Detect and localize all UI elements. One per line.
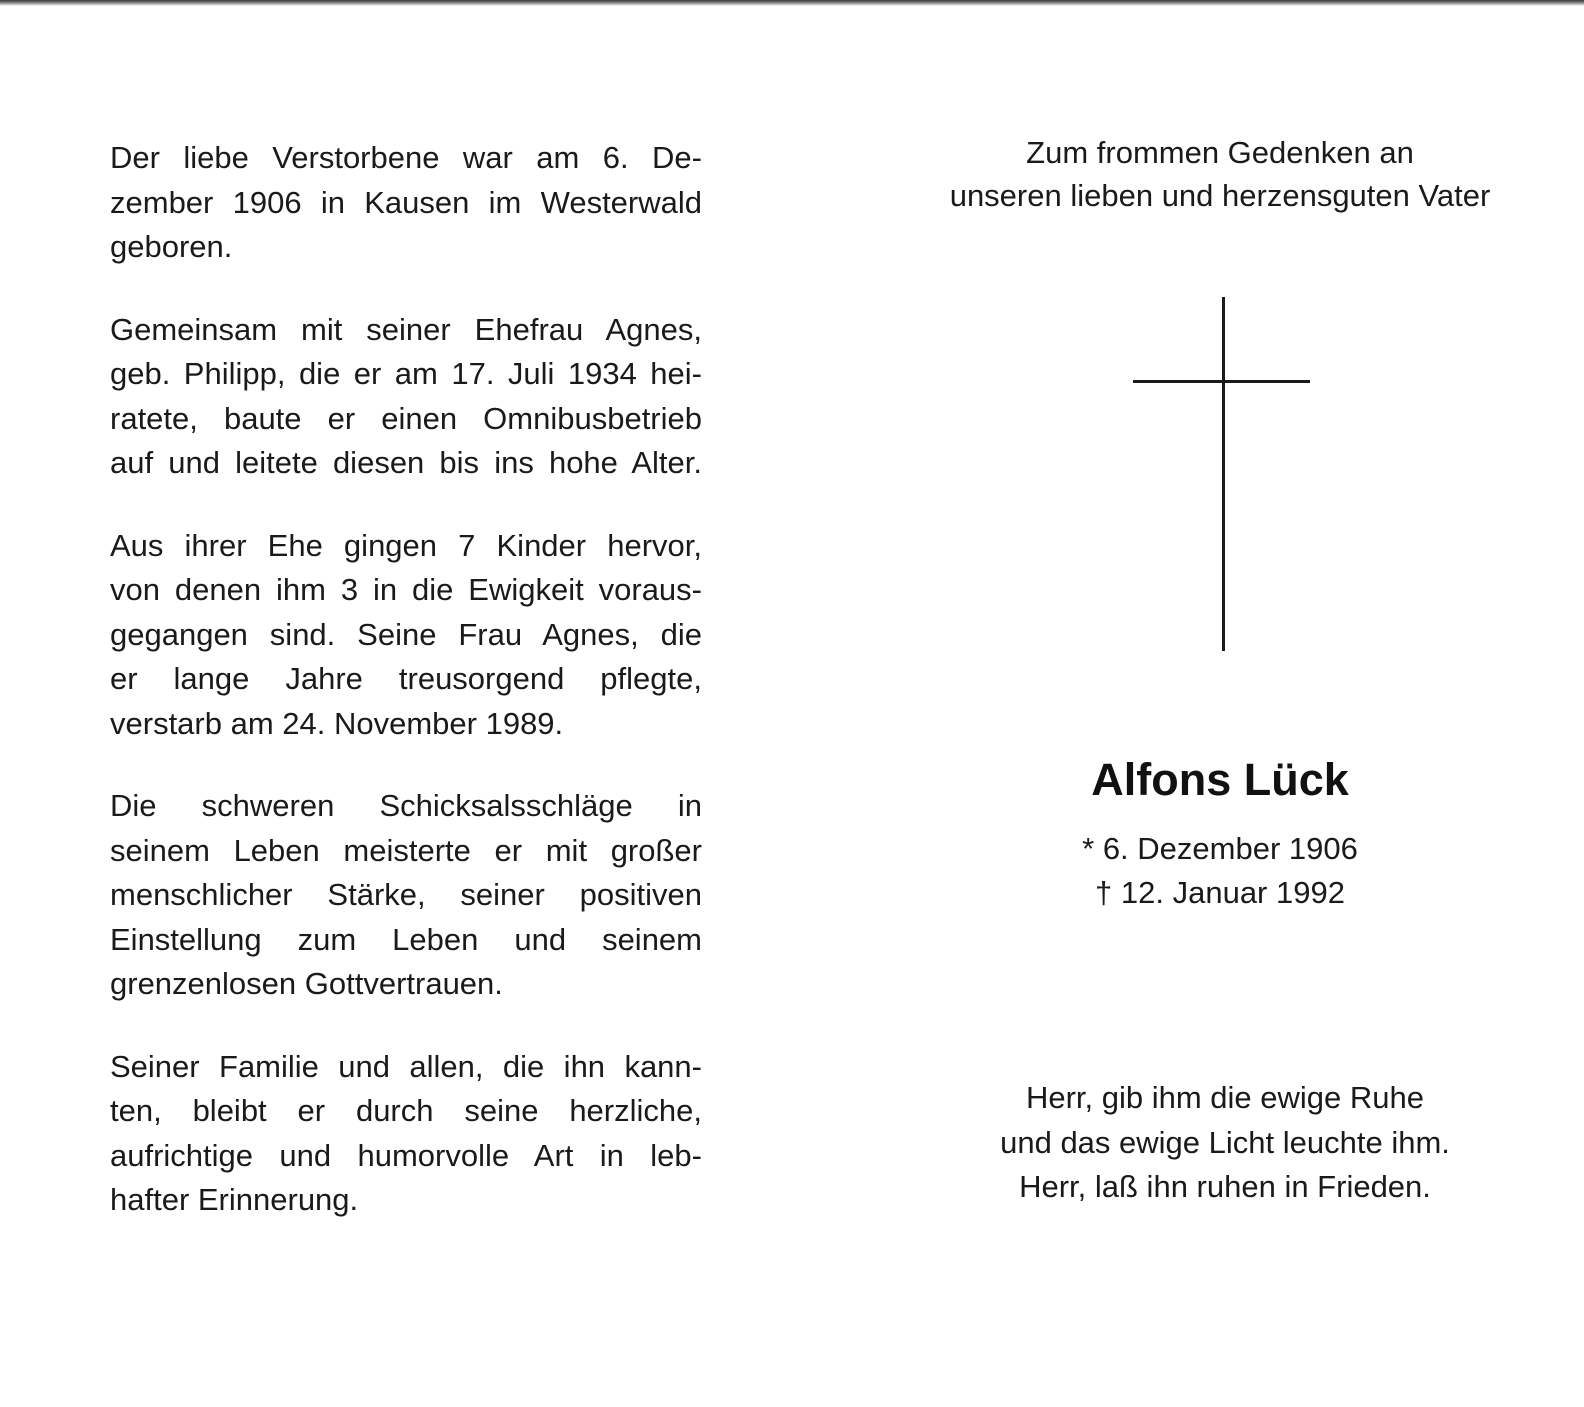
life-dates bbox=[920, 827, 1520, 915]
paragraph-remembrance bbox=[110, 1045, 702, 1223]
text-line: menschlicher Stärke, seiner positiven bbox=[110, 877, 702, 912]
text-line: von denen ihm 3 in die Ewigkeit voraus- bbox=[110, 572, 702, 607]
cross-vertical-beam bbox=[1222, 297, 1225, 651]
deceased-name: Alfons Lück bbox=[1091, 754, 1349, 805]
text-line: Die schweren Schicksalsschläge in bbox=[110, 788, 702, 823]
text-line: Einstellung zum Leben und seinem bbox=[110, 921, 702, 957]
prayer-line: Herr, laß ihn ruhen in Frieden. bbox=[1019, 1169, 1431, 1204]
left-page bbox=[110, 136, 702, 1261]
text-line: seinem Leben meisterte er mit großer bbox=[110, 832, 702, 868]
text-line: Der liebe Verstorbene war am 6. De- bbox=[110, 140, 702, 175]
text-line: ten, bleibt er durch seine herzliche, bbox=[110, 1093, 702, 1128]
paragraph-marriage bbox=[110, 308, 702, 486]
text-line: aufrichtige und humorvolle Art in leb- bbox=[110, 1137, 702, 1173]
text-line: ratete, baute er einen Omnibusbetrieb bbox=[110, 400, 702, 436]
text-line: Seiner Familie und allen, die ihn kann- bbox=[110, 1048, 702, 1084]
prayer bbox=[920, 1076, 1530, 1210]
scan-edge bbox=[0, 0, 1584, 6]
paragraph-character bbox=[110, 784, 702, 1007]
prayer-line: und das ewige Licht leuchte ihm. bbox=[1000, 1124, 1450, 1160]
memorial-intro bbox=[920, 131, 1520, 217]
text-line: Aus ihrer Ehe gingen 7 Kinder hervor, bbox=[110, 527, 702, 563]
cross-horizontal-beam bbox=[1133, 380, 1310, 383]
text-line: verstarb am 24. November 1989. bbox=[110, 705, 564, 741]
text-line: auf und leitete diesen bis ins hohe Alter. bbox=[110, 445, 702, 480]
intro-line: unseren lieben und herzensguten Vater bbox=[949, 178, 1491, 213]
death-date: † 12. Januar 1992 bbox=[1095, 875, 1345, 910]
text-line: geboren. bbox=[110, 229, 233, 264]
text-line: gegangen sind. Seine Frau Agnes, die bbox=[110, 616, 702, 652]
paragraph-children bbox=[110, 524, 702, 747]
birth-date: * 6. Dezember 1906 bbox=[1082, 831, 1358, 866]
text-line: geb. Philipp, die er am 17. Juli 1934 hei- bbox=[110, 356, 702, 391]
text-line: hafter Erinnerung. bbox=[110, 1182, 359, 1217]
text-line: er lange Jahre treusorgend pflegte, bbox=[110, 661, 702, 696]
paragraph-birth bbox=[110, 136, 702, 270]
text-line: zember 1906 in Kausen im Westerwald bbox=[110, 184, 702, 220]
text-line: grenzenlosen Gottvertrauen. bbox=[110, 966, 503, 1001]
text-line: Gemeinsam mit seiner Ehefrau Agnes, bbox=[110, 311, 702, 347]
prayer-line: Herr, gib ihm die ewige Ruhe bbox=[1025, 1080, 1425, 1115]
intro-line: Zum frommen Gedenken an bbox=[1026, 135, 1414, 170]
